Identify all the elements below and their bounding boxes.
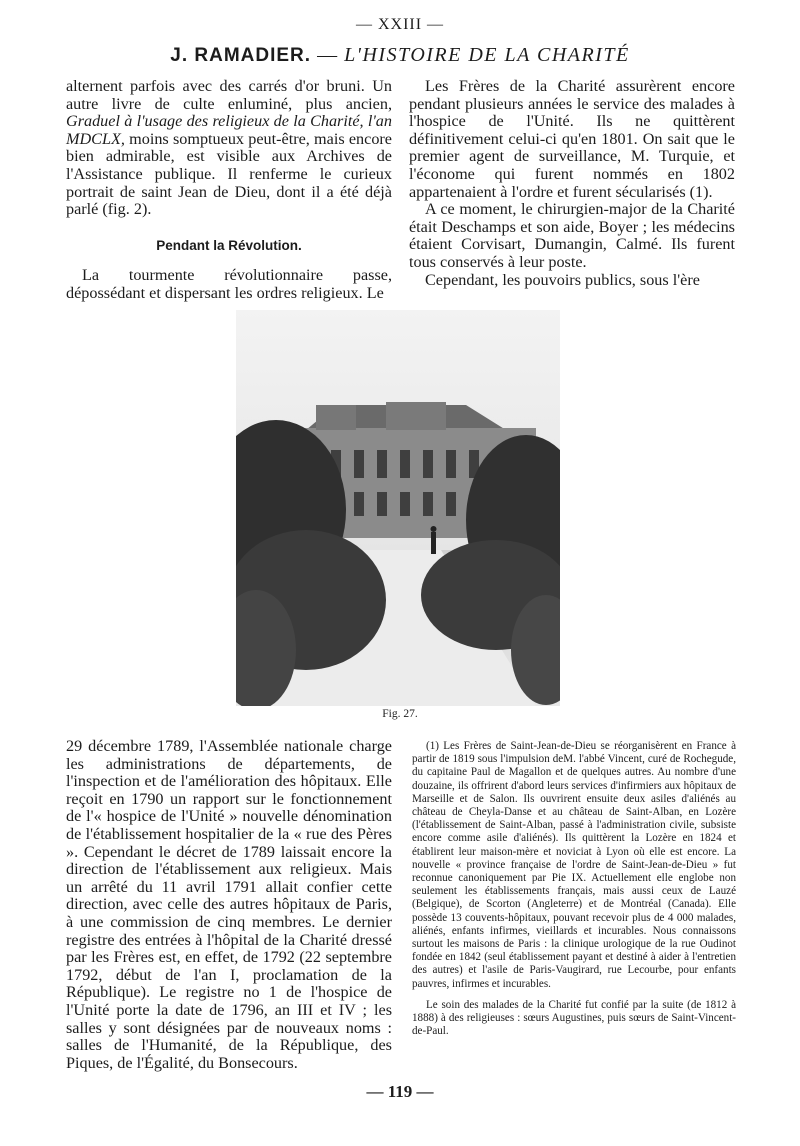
figure-photograph [236,310,560,706]
column-left-bottom [66,738,392,1072]
header-author: J. RAMADIER. [170,45,312,66]
paragraph: 29 décembre 1789, l'Assemblée nationale charge les administrations de départements, de l'inspection et de l'amélioration des hôpitaux. Elle reçoit en 1790 un rapport sur le fonctionnement de l'« hospice de l'Unité » nouvelle dénomination de l'établissement hospitalier de la « rue des Pères ». Cependant le décret de 1789 laissait encore la direction de l'établissement aux religieux. Mais un arrêté du 11 avril 1791 allait confier cette direction, avec celle des autres hôpitaux de Paris, à une commission de cinq membres. Le dernier registre des entrées à l'hôpital de la Charité dressé par les Frères est, en effet, de 1792 (22 septembre 1792, début de l'an I, proclamation de la République). Le registre no 1 de l'hospice de l'Unité porte la date de 1796, an III et IV ; les salles y sont désignées par de nouveaux noms : salles de l'Humanité, de la République, des Piques, de l'Égalité, du Bonsecours. [66,737,392,1072]
header-title: L'HISTOIRE DE LA CHARITÉ [344,44,630,66]
footnote [412,740,736,1038]
paragraph: Les Frères de la Charité assurèrent encore pendant plusieurs années le service des malades à l'hospice de l'Unité. Ils ne quittèrent définitivement celui-ci qu'en 1801. On sait que le premier agent de surveillance, M. Turquie, et l'économe qui furent nommés en 1802 appartenaient à l'ordre et furent sécularisés (1). [409,77,735,201]
footnote-paragraph: (1) Les Frères de Saint-Jean-de-Dieu se réorganisèrent en France à partir de 1819 sous l'impulsion deM. l'abbé Vincent, curé de Rochegude, du capitaine Paul de Magallon et de quelques autres. Au nombre d'une douzaine, ils offrirent d'abord leurs services d'infirmiers aux hôpitaux de Marseille et de Salon. Ils ouvrirent ensuite deux asiles d'aliénés au château de Cheyla-Danse et au château de Saint-Alban, en Lozère (l'établissement de Saint-Alban, passé à l'administration civile, subsiste encore comme asile d'aliénés). Ils quittèrent la Lozère en 1824 et établirent leur maison-mère et noviciat à Lyon où elle est encore. La nouvelle « province française de l'ordre de Saint-Jean-de-Dieu » fut reconnue canoniquement par Pie IX. Actuellement elle englobe non seulement les établissements français, mais aussi ceux de Lauzé (Belgique), de Scorton (Angleterre) et de Montréal (Canada). Elle possède 13 couvents-hôpitaux, pouvant recevoir plus de 4 000 malades, aliénés, enfants infirmes, vieillards et incurables. Nous connaissons surtout les maisons de Paris : la clinique urologique de la rue Oudinot fondée en 1842 (seul établissement payant et destiné à aider à l'entretien des autres) et l'asile de Paris-Vaugirard, rue Lecourbe, pour enfants pauvres, infirmes et incurables. [412,740,736,990]
paragraph: alternent parfois avec des carrés d'or bruni. Un autre livre de culte enluminé, plus ancien, Graduel à l'usage des religieux de la Charité, l'an MDCLX, moins somptueux peut-être, mais encore bien admirable, est visible aux Archives de l'Assistance publique. Il renferme le curieux portrait de saint Jean de Dieu, dont il a été déjà parlé (fig. 2). [66,77,392,219]
paragraph: Cependant, les pouvoirs publics, sous l'ère [425,270,700,289]
footnote-paragraph: Le soin des malades de la Charité fut confié par la suite (de 1812 à 1888) à des religieuses : sœurs Augustines, puis sœurs de Saint-Vincent-de-Paul. [412,998,736,1038]
figure-caption: Fig. 27. [382,708,418,720]
running-page-number: — XXIII — [355,16,445,33]
header-dash: — [317,44,339,66]
section-heading: Pendant la Révolution. [156,237,302,253]
column-left-top [66,78,392,303]
courtyard-photo-illustration [236,310,560,706]
book-title: Graduel à l'usage des religieux de la Charité, l'an MDCLX, [66,112,392,148]
running-header [0,44,800,67]
column-right-top [409,78,735,289]
paragraph: A ce moment, le chirurgien-major de la Charité était Deschamps et son aide, Boyer ; les médecins étaient Corvisart, Dumangin, Calmé. Ils furent tous conservés à leur poste. [409,200,735,271]
page-number: — 119 — [366,1082,434,1101]
paragraph: La tourmente révolutionnaire passe, dépossédant et dispersant les ordres religieux. Le [66,266,392,302]
